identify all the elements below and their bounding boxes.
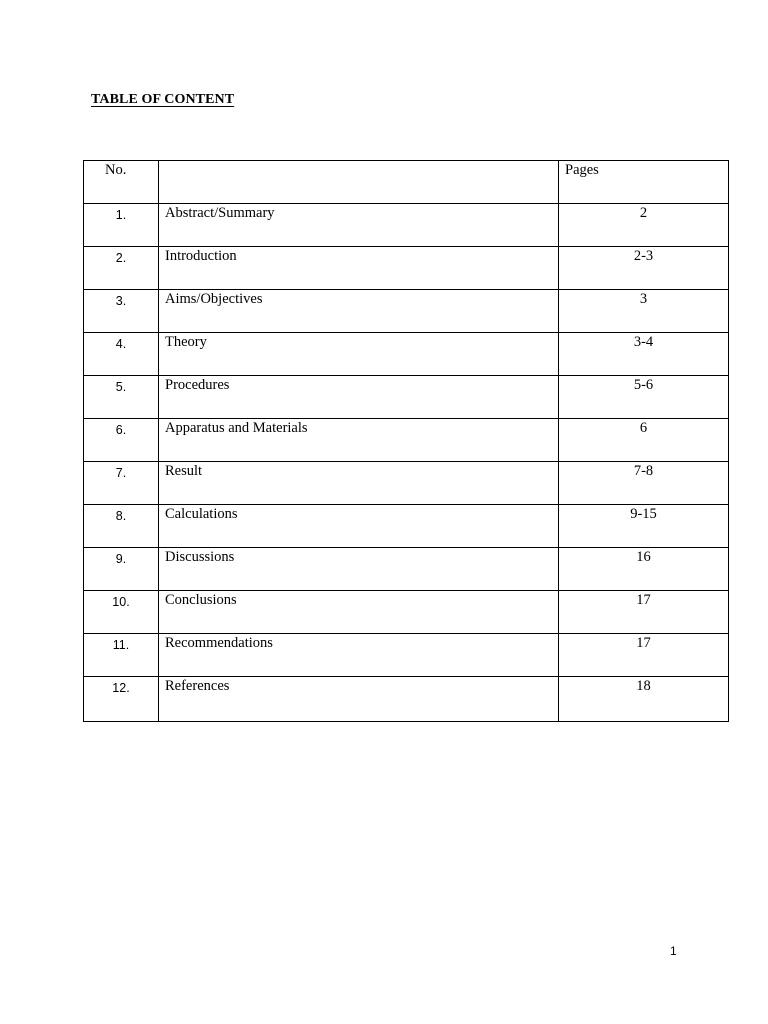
row-pages: 3-4 (559, 333, 729, 376)
row-title: Theory (159, 333, 559, 376)
row-title: Introduction (159, 247, 559, 290)
row-title: Abstract/Summary (159, 204, 559, 247)
row-title: Procedures (159, 376, 559, 419)
table-of-contents (83, 160, 729, 722)
table-header-row (84, 161, 729, 204)
table-row (84, 634, 729, 677)
row-pages: 16 (559, 548, 729, 591)
table-row (84, 376, 729, 419)
row-title: Conclusions (159, 591, 559, 634)
row-number: 12. (84, 677, 159, 722)
row-number: 4. (84, 333, 159, 376)
row-number: 2. (84, 247, 159, 290)
page-number: 1 (670, 944, 677, 958)
row-number: 8. (84, 505, 159, 548)
row-pages: 9-15 (559, 505, 729, 548)
row-pages: 17 (559, 634, 729, 677)
row-pages: 17 (559, 591, 729, 634)
table-row (84, 247, 729, 290)
page-title: TABLE OF CONTENT (91, 92, 235, 107)
row-title: Discussions (159, 548, 559, 591)
header-pages: Pages (559, 161, 729, 204)
row-title: References (159, 677, 559, 722)
table-row (84, 419, 729, 462)
row-pages: 6 (559, 419, 729, 462)
row-number: 1. (84, 204, 159, 247)
row-title: Result (159, 462, 559, 505)
row-pages: 3 (559, 290, 729, 333)
header-no: No. (84, 161, 159, 204)
table-row (84, 333, 729, 376)
table-row (84, 290, 729, 333)
row-pages: 2 (559, 204, 729, 247)
row-number: 3. (84, 290, 159, 333)
row-number: 11. (84, 634, 159, 677)
row-number: 6. (84, 419, 159, 462)
row-number: 5. (84, 376, 159, 419)
table-row (84, 591, 729, 634)
table-row (84, 548, 729, 591)
row-pages: 5-6 (559, 376, 729, 419)
row-pages: 18 (559, 677, 729, 722)
table-row (84, 462, 729, 505)
table-row (84, 204, 729, 247)
row-title: Apparatus and Materials (159, 419, 559, 462)
row-number: 10. (84, 591, 159, 634)
row-title: Calculations (159, 505, 559, 548)
table-row (84, 677, 729, 722)
row-number: 7. (84, 462, 159, 505)
row-number: 9. (84, 548, 159, 591)
row-title: Aims/Objectives (159, 290, 559, 333)
row-pages: 2-3 (559, 247, 729, 290)
header-title (159, 161, 559, 204)
row-title: Recommendations (159, 634, 559, 677)
row-pages: 7-8 (559, 462, 729, 505)
table-row (84, 505, 729, 548)
